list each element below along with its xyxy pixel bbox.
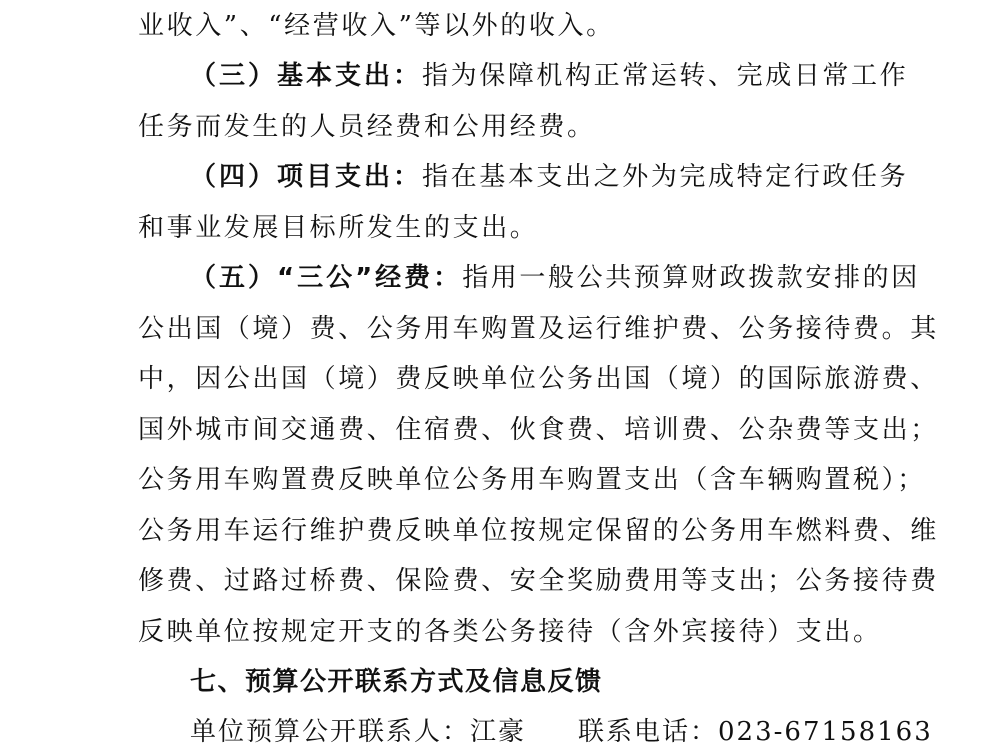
paragraph-line: 业收入”、“经营收入”等以外的收入。 bbox=[138, 11, 615, 41]
paragraph-line: 和事业发展目标所发生的支出。 bbox=[138, 213, 539, 243]
contact-line bbox=[190, 712, 933, 752]
term-three-public-funds: （五）“三公”经费： bbox=[190, 263, 463, 293]
paragraph-line bbox=[190, 56, 909, 96]
section-heading: 七、预算公开联系方式及信息反馈 bbox=[190, 667, 603, 697]
definition-text: 指用一般公共预算财政拨款安排的因 bbox=[462, 263, 920, 293]
paragraph-line bbox=[190, 258, 920, 298]
paragraph-line: 国外城市间交通费、住宿费、伙食费、培训费、公杂费等支出； bbox=[138, 415, 939, 445]
paragraph-line: 公出国（境）费、公务用车购置及运行维护费、公务接待费。其 bbox=[138, 314, 939, 344]
paragraph-line bbox=[190, 157, 909, 197]
paragraph-line: 修费、过路过桥费、保险费、安全奖励费用等支出；公务接待费 bbox=[138, 566, 939, 596]
contact-person: 单位预算公开联系人：江豪 bbox=[190, 717, 527, 747]
definition-text: 指为保障机构正常运转、完成日常工作 bbox=[422, 61, 909, 91]
paragraph-line: 中，因公出国（境）费反映单位公务出国（境）的国际旅游费、 bbox=[138, 364, 939, 394]
paragraph-line: 反映单位按规定开支的各类公务接待（含外宾接待）支出。 bbox=[138, 617, 882, 647]
paragraph-line: 公务用车运行维护费反映单位按规定保留的公务用车燃料费、维 bbox=[138, 516, 939, 546]
paragraph-line: 任务而发生的人员经费和公用经费。 bbox=[138, 112, 596, 142]
contact-phone: 联系电话：023-67158163 bbox=[578, 717, 933, 747]
paragraph-line: 公务用车购置费反映单位公务用车购置支出（含车辆购置税）； bbox=[138, 465, 926, 495]
definition-text: 指在基本支出之外为完成特定行政任务 bbox=[422, 162, 909, 192]
term-basic-expenditure: （三）基本支出： bbox=[190, 61, 423, 91]
term-project-expenditure: （四）项目支出： bbox=[190, 162, 423, 192]
